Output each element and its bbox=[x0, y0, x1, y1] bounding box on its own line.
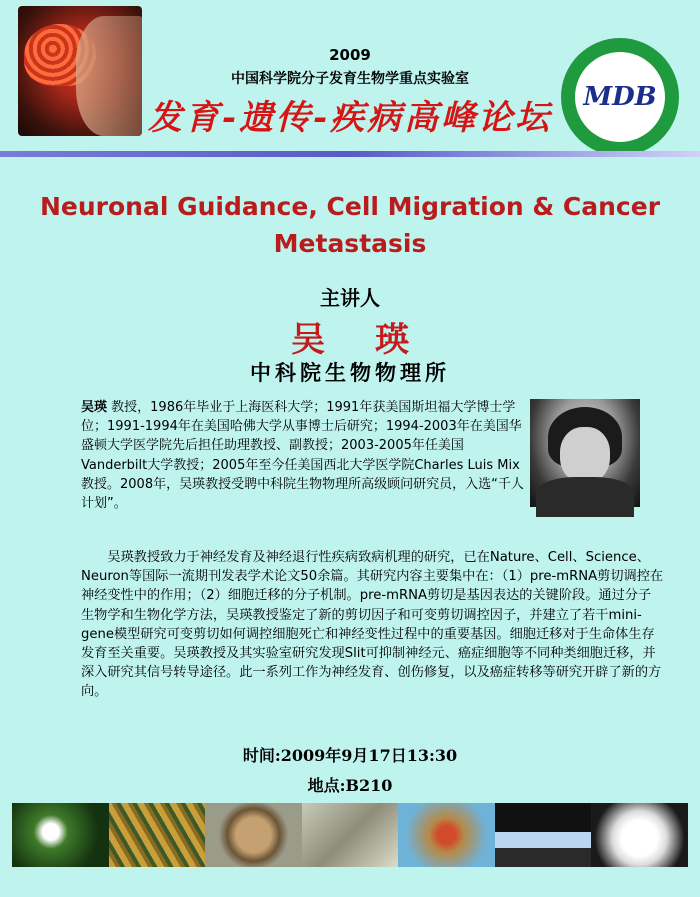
talk-title-line1: Neuronal Guidance, Cell Migration & Cancer bbox=[39, 192, 661, 221]
speaker-photo bbox=[530, 399, 640, 507]
year: 2009 bbox=[329, 46, 371, 64]
mdb-logo bbox=[561, 38, 679, 156]
wheat-image bbox=[109, 803, 206, 867]
worm-image bbox=[302, 803, 399, 867]
embryo-image bbox=[205, 803, 302, 867]
event-time: 时间:2009年9月17日13:30 bbox=[242, 746, 458, 765]
speaker-name: 吴瑛 bbox=[291, 320, 459, 360]
speaker-bio bbox=[81, 398, 527, 513]
talk-title bbox=[0, 188, 700, 262]
speaker-label: 主讲人 bbox=[320, 286, 380, 310]
bio-text: 教授，1986年毕业于上海医科大学；1991年获美国斯坦福大学博士学位；1991-1994年在美国哈佛大学从事博士后研究；1994-2003年在美国华盛顿大学医学院先后担任助理教授、副教授；2003-2005年任美国Vanderbilt大学教授；2005年至今任美国西北大学医学院Charles Luis Mix教授。2008年，吴瑛教授受聘中科院生物物理所高级顾问研究员，入选“千人计划”。 bbox=[81, 400, 524, 512]
bio-name: 吴瑛 bbox=[81, 400, 108, 415]
flower-image bbox=[12, 803, 109, 867]
lab-name: 中国科学院分子发育生物学重点实验室 bbox=[231, 71, 469, 87]
image-strip bbox=[12, 803, 688, 867]
mouse-image bbox=[591, 803, 688, 867]
institute: 中科院生物物理所 bbox=[250, 360, 450, 385]
talk-title-line2: Metastasis bbox=[273, 229, 427, 258]
fly-image bbox=[398, 803, 495, 867]
zebrafish-image bbox=[495, 803, 592, 867]
forum-title: 发育-遗传-疾病高峰论坛 bbox=[147, 98, 553, 138]
logo-text: MDB bbox=[583, 82, 657, 112]
event-place: 地点:B210 bbox=[307, 776, 393, 795]
divider-bar bbox=[0, 151, 700, 157]
research-summary: 吴瑛教授致力于神经发育及神经退行性疾病致病机理的研究，已在Nature、Cell、Science、Neuron等国际一流期刊发表学术论文50余篇。其研究内容主要集中在：（1）pre-mRNA剪切调控在神经变性中的作用；（2）细胞迁移的分子机制。pre-mRNA剪切是基因表达的关键阶段。通过分子生物学和生物化学方法，吴瑛教授鉴定了新的剪切因子和可变剪切调控因子，并建立了若干mini-gene模型研究可变剪切如何调控细胞死亡和神经变性过程中的重要基因。细胞迁移对于生命体生存发育至关重要。吴瑛教授及其实验室研究发现Slit可抑制神经元、癌症细胞等不同种类细胞迁移，并深入研究其信号转导途径。此一系列工作为神经发育、创伤修复，以及癌症转移等研究开辟了新的方向。 bbox=[81, 550, 664, 700]
